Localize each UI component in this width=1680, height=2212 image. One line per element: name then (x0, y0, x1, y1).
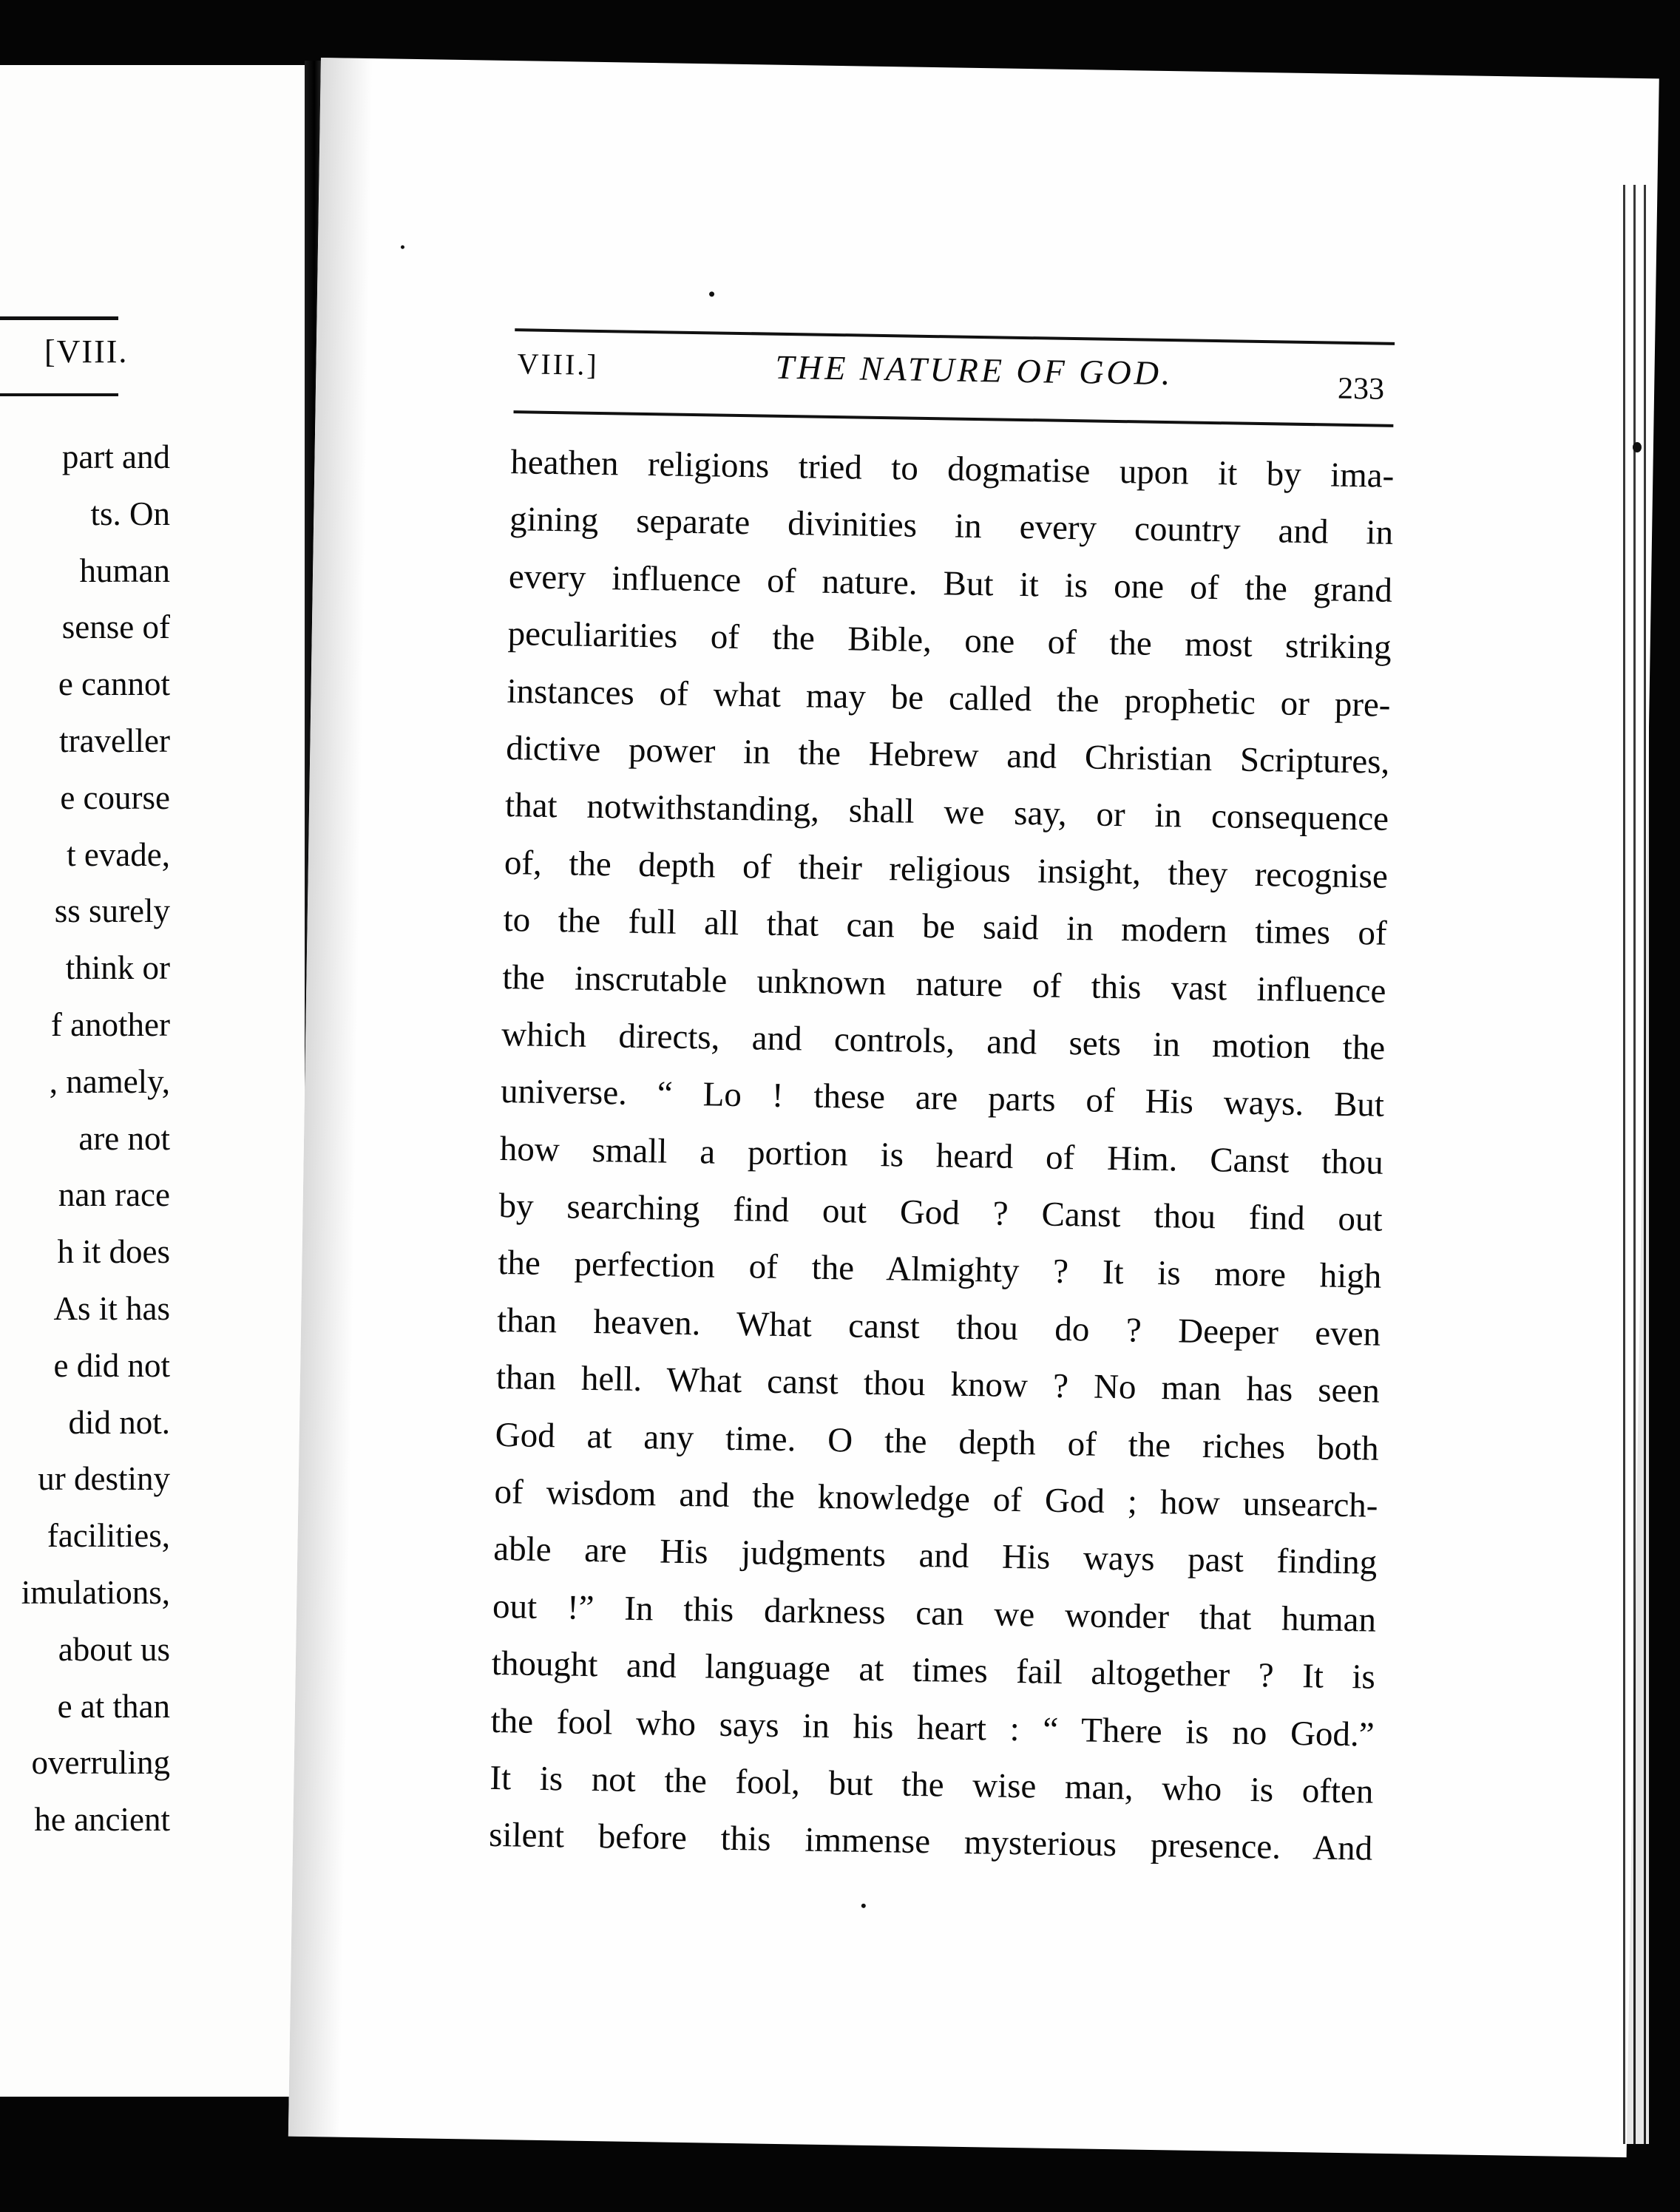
left-header-rule-bottom (0, 393, 118, 396)
text-line: by searching find out God ? Canst thou find out (498, 1187, 1383, 1239)
text-line: to the full all that can be said in modern times of (503, 900, 1387, 953)
page-edges (1619, 185, 1649, 2144)
left-text-line: he ancient (34, 1801, 170, 1839)
left-header-rule-top (0, 316, 118, 320)
ink-speck (1633, 442, 1642, 452)
running-head-chapter: VIII.] (517, 347, 600, 381)
left-text-line: As it has (53, 1290, 170, 1327)
header-rule-bottom (513, 410, 1393, 427)
left-text-line: e course (60, 778, 170, 816)
left-text-line: ss surely (54, 892, 170, 930)
left-running-head: [VIII. (44, 333, 129, 370)
running-head-title: THE NATURE OF GOD. (775, 347, 1173, 393)
left-text-line: overruling (31, 1744, 170, 1782)
text-line: peculiarities of the Bible, one of the most striking (507, 614, 1392, 668)
text-line: able are His judgments and His ways past finding (492, 1530, 1378, 1583)
text-line: gining separate divinities in every country and in (509, 500, 1394, 553)
text-line: that notwithstanding, shall we say, or in consequence (504, 786, 1389, 839)
left-text-line: about us (58, 1630, 170, 1668)
left-text-line: t evade, (67, 835, 170, 873)
left-text-line: ts. On (90, 495, 170, 532)
text-line: heathen religions tried to dogmatise upon it by ima- (510, 443, 1395, 495)
text-line: than heaven. What canst thou do ? Deeper even (496, 1300, 1381, 1354)
text-line: It is not the fool, but the wise man, who is often (490, 1758, 1374, 1811)
left-text-line: part and (61, 438, 170, 475)
text-line: the perfection of the Almighty ? It is more high (498, 1244, 1382, 1297)
text-line: thought and language at times fail altogether ? It is (491, 1644, 1376, 1697)
text-line: universe. “ Lo ! these are parts of His ways. But (500, 1072, 1385, 1125)
body-text (489, 434, 1395, 1878)
text-line: dictive power in the Hebrew and Christian Scriptures, (505, 729, 1390, 781)
left-text-line: e did not (53, 1346, 170, 1384)
text-line: God at any time. O the depth of the riches both (495, 1415, 1380, 1468)
text-line: which directs, and controls, and sets in motion the (501, 1014, 1386, 1068)
left-facing-page (0, 65, 305, 2097)
left-text-line: facilities, (47, 1517, 170, 1555)
left-text-line: sense of (61, 608, 170, 646)
text-line: than hell. What canst thou know ? No man has seen (495, 1358, 1381, 1411)
left-text-line: are not (78, 1119, 170, 1157)
left-text-line: traveller (59, 722, 170, 759)
left-text-line: human (79, 552, 170, 589)
ink-speck (861, 1904, 866, 1908)
ink-speck (709, 291, 714, 296)
left-text-line: f another (50, 1006, 170, 1043)
header-rule-top (515, 328, 1395, 345)
text-line: instances of what may be called the prophetic or pre- (507, 671, 1391, 725)
text-line: of, the depth of their religious insight, they recognise (504, 843, 1389, 896)
left-text-line: nan race (58, 1176, 170, 1214)
left-text-line: imulations, (21, 1574, 170, 1611)
left-text-line: ur destiny (38, 1460, 170, 1498)
left-text-line: , namely, (49, 1062, 170, 1100)
text-line: every influence of nature. But it is one of the grand (508, 557, 1393, 610)
left-text-line: e cannot (58, 665, 170, 703)
text-line: out !” In this darkness can we wonder that human (492, 1587, 1377, 1640)
text-line: of wisdom and the knowledge of God ; how unsearch- (494, 1472, 1378, 1525)
page-number: 233 (1337, 371, 1385, 407)
left-text-line: e at than (57, 1687, 170, 1725)
text-line: how small a portion is heard of Him. Canst thou (499, 1129, 1384, 1182)
text-line: the inscrutable unknown nature of this vast influence (502, 957, 1386, 1011)
text-line: the fool who says in his heart : “ There is no God.” (490, 1701, 1375, 1754)
left-text-line: did not. (68, 1403, 170, 1441)
ink-speck (401, 245, 404, 249)
left-text-line: h it does (57, 1233, 170, 1271)
right-page (288, 58, 1659, 2157)
left-text-line: think or (65, 949, 170, 987)
text-line: silent before this immense mysterious presence. And (488, 1816, 1373, 1869)
